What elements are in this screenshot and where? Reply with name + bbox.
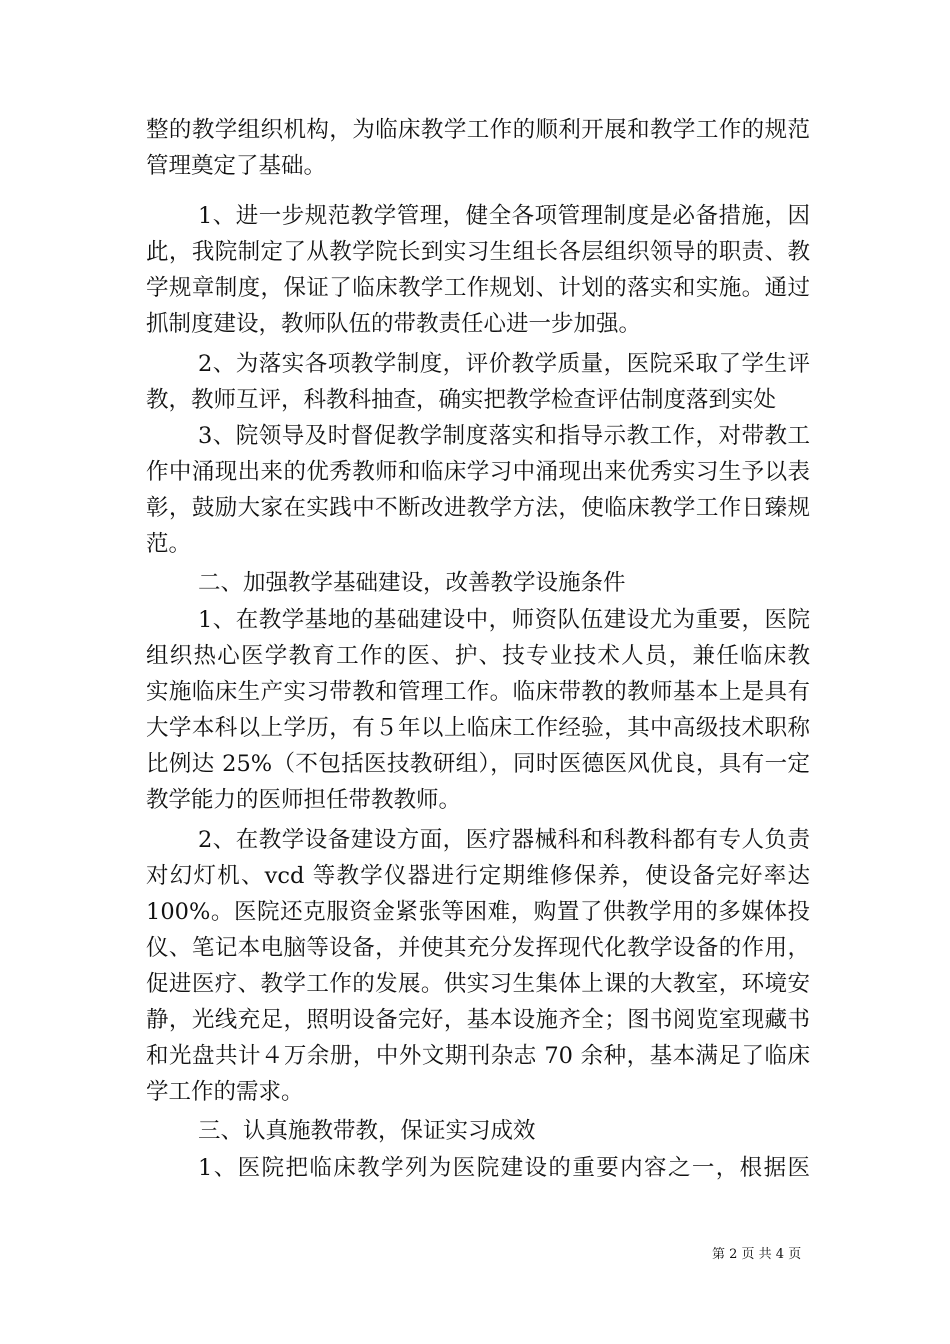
text-line: 对幻灯机、vcd 等教学仪器进行定期维修保养，使设备完好率达 bbox=[146, 863, 810, 889]
section-heading: 二、加强教学基础建设，改善教学设施条件 bbox=[198, 570, 626, 596]
text-line: 2、在教学设备建设方面，医疗器械科和科教科都有专人负责 bbox=[198, 827, 810, 853]
page-number: 第 2 页 共 4 页 bbox=[712, 1247, 802, 1262]
text-line: 3、院领导及时督促教学制度落实和指导示教工作，对带教工 bbox=[198, 423, 810, 449]
text-line: 促进医疗、教学工作的发展。供实习生集体上课的大教室，环境安 bbox=[146, 971, 810, 997]
text-line: 仪、笔记本电脑等设备，并使其充分发挥现代化教学设备的作用， bbox=[146, 935, 810, 961]
text-line: 彰，鼓励大家在实践中不断改进教学方法，使临床教学工作日臻规 bbox=[146, 495, 810, 521]
text-line: 管理奠定了基础。 bbox=[146, 153, 327, 179]
text-line: 1、医院把临床教学列为医院建设的重要内容之一，根据医 bbox=[198, 1155, 810, 1181]
text-line: 100%。医院还克服资金紧张等困难，购置了供教学用的多媒体投 bbox=[146, 899, 810, 925]
text-line: 2、为落实各项教学制度，评价教学质量，医院采取了学生评 bbox=[198, 351, 810, 377]
text-line: 1、在教学基地的基础建设中，师资队伍建设尤为重要，医院 bbox=[198, 607, 810, 633]
text-line: 此，我院制定了从教学院长到实习生组长各层组织领导的职责、教 bbox=[146, 239, 810, 265]
text-line: 大学本科以上学历，有５年以上临床工作经验，其中高级技术职称 bbox=[146, 715, 810, 741]
text-line: 实施临床生产实习带教和管理工作。临床带教的教师基本上是具有 bbox=[146, 679, 810, 705]
text-line: 比例达 25%（不包括医技教研组），同时医德医风优良，具有一定 bbox=[146, 751, 810, 777]
text-line: 组织热心医学教育工作的医、护、技专业技术人员，兼任临床教 bbox=[146, 643, 810, 669]
text-line: 抓制度建设，教师队伍的带教责任心进一步加强。 bbox=[146, 311, 642, 337]
text-line: 学工作的需求。 bbox=[146, 1079, 304, 1105]
text-line: 教学能力的医师担任带教教师。 bbox=[146, 787, 462, 813]
text-line: 作中涌现出来的优秀教师和临床学习中涌现出来优秀实习生予以表 bbox=[146, 459, 810, 485]
section-heading: 三、认真施教带教，保证实习成效 bbox=[198, 1118, 536, 1144]
text-line: 整的教学组织机构，为临床教学工作的顺利开展和教学工作的规范 bbox=[146, 117, 810, 143]
text-line: 静，光线充足，照明设备完好，基本设施齐全；图书阅览室现藏书 bbox=[146, 1007, 810, 1033]
text-line: 1、进一步规范教学管理，健全各项管理制度是必备措施，因 bbox=[198, 203, 810, 229]
text-line: 教，教师互评，科教科抽查，确实把教学检查评估制度落到实处 bbox=[146, 387, 777, 413]
text-line: 学规章制度，保证了临床教学工作规划、计划的落实和实施。通过 bbox=[146, 275, 810, 301]
text-line: 和光盘共计４万余册，中外文期刊杂志 70 余种，基本满足了临床 bbox=[146, 1043, 810, 1069]
text-line: 范。 bbox=[146, 531, 192, 557]
